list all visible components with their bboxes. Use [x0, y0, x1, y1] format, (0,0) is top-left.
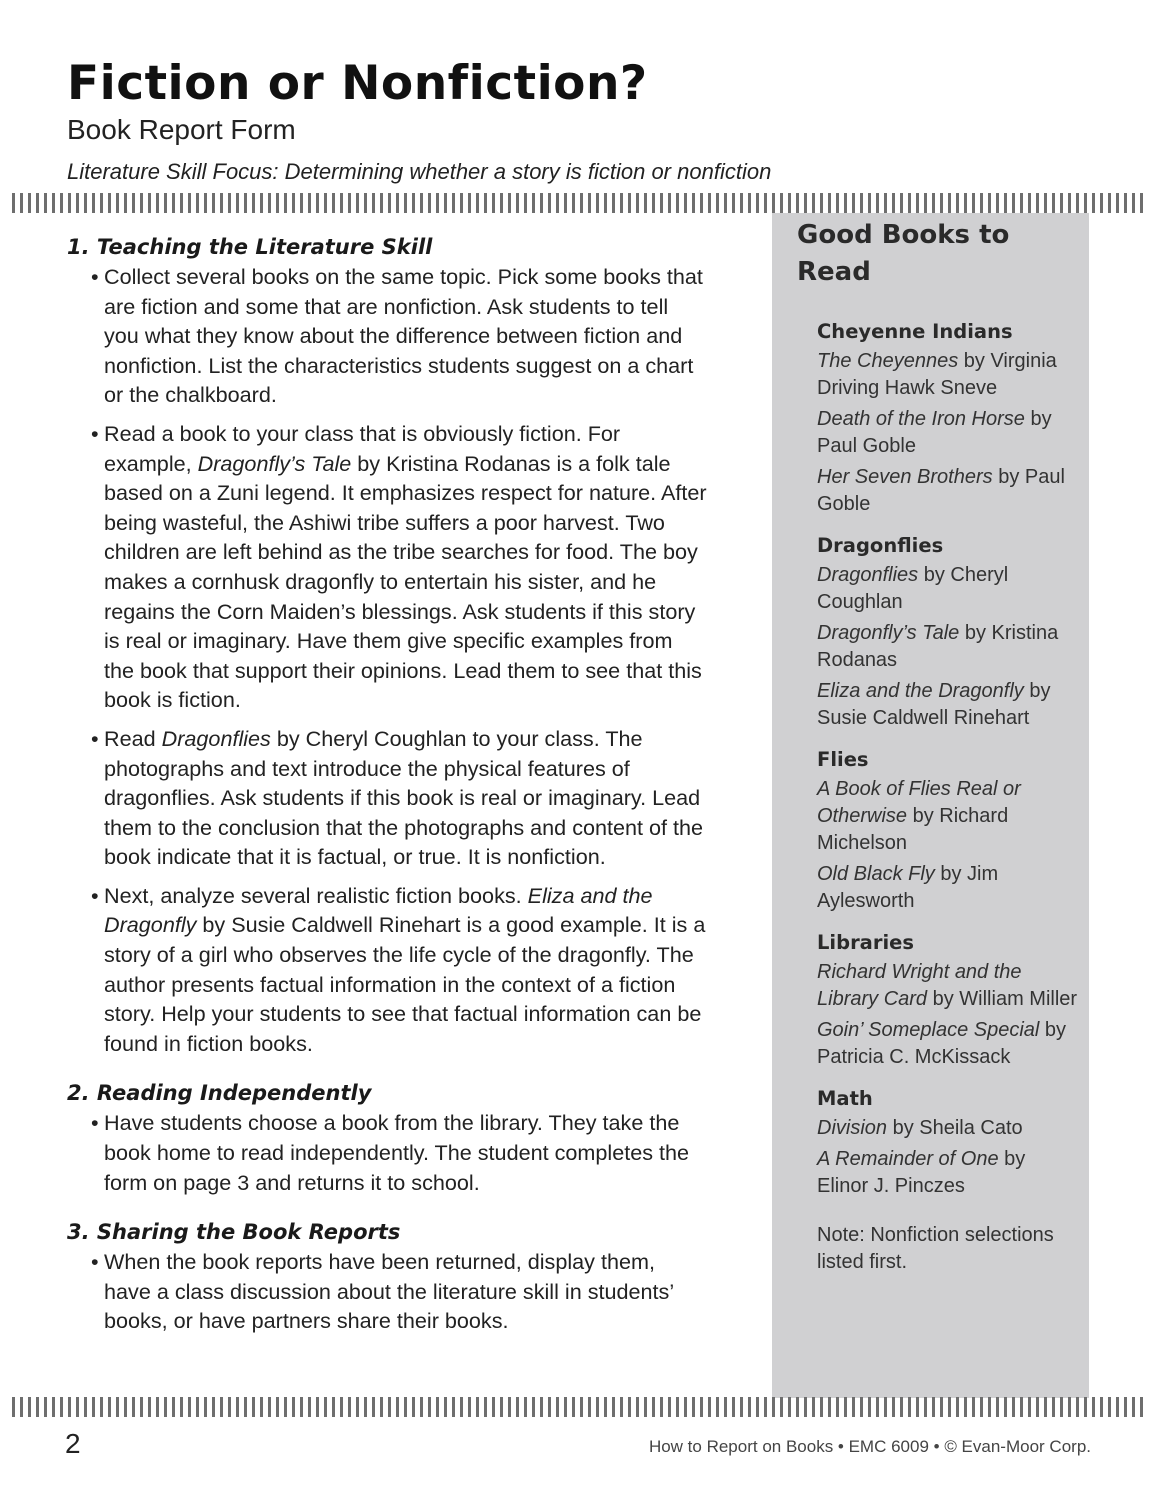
book-author: by Susie Caldwell Rinehart [817, 680, 1051, 729]
paragraph-text: by Kristina Rodanas is a folk tale based on a Zuni legend. It emphasizes respect for nature. After being wasteful, the Ashiwi tribe suffers a poor harvest. Two children are left behind as the tribe searches for food. The boy makes a cornhusk dragonfly to entertain his sister, and he regains the Corn Maiden’s blessings. Ask students if this story is real or imaginary. Have them give specific examples from the book that support their opinions. Lead them to see that this book is fiction. [104, 450, 707, 713]
bottom-tick-divider [12, 1397, 1144, 1417]
book-title: Division [817, 1117, 888, 1139]
bullet-paragraph [67, 262, 707, 410]
paragraph-text: Have students choose a book from the library. They take the book home to read independently. The student completes the form on page 3 and returns it to school. [104, 1110, 690, 1195]
book-title: Death of the Iron Horse [817, 408, 1025, 430]
section-heading: 2. Reading Independently [67, 1081, 372, 1106]
bullet-paragraph [67, 1247, 707, 1336]
bullet-dot: • [91, 264, 99, 289]
book-topic [817, 1085, 1079, 1200]
book-author: by Patricia C. McKissack [817, 1019, 1067, 1068]
book-author: by Kristina Rodanas [817, 622, 1059, 671]
book-author: by Paul Goble [817, 408, 1052, 457]
topic-name: Math [817, 1087, 873, 1110]
topic-name: Libraries [817, 931, 914, 954]
bullet-paragraph [67, 419, 707, 715]
section [67, 1078, 707, 1197]
book-topic [817, 929, 1079, 1071]
book-author: by William Miller [932, 988, 1078, 1010]
book-title: Richard Wright and the Library Card [817, 961, 1022, 1010]
book-title-text: Eliza and the Dragonfly [104, 882, 653, 938]
book-entry [817, 464, 1079, 518]
bullet-paragraph [67, 881, 707, 1059]
sidebar-book-list [817, 318, 1079, 1276]
good-books-sidebar [772, 213, 1089, 1398]
book-author: by Elinor J. Pinczes [817, 1148, 1026, 1197]
book-author: by Cheryl Coughlan [817, 564, 1009, 613]
bullet-paragraph [67, 724, 707, 872]
book-title: The Cheyennes [817, 350, 959, 372]
book-topic [817, 318, 1079, 518]
book-title: Her Seven Brothers [817, 466, 993, 488]
book-title: A Book of Flies Real or Otherwise [817, 778, 1021, 827]
book-topic [817, 746, 1079, 915]
footer-credit: How to Report on Books • EMC 6009 • © Evan-Moor Corp. [648, 1437, 1091, 1456]
book-entry [817, 861, 1079, 915]
page-number: 2 [65, 1428, 81, 1459]
bullet-dot: • [91, 882, 99, 908]
bullet-paragraph [67, 1108, 707, 1197]
book-entry [817, 1146, 1079, 1200]
book-topic [817, 532, 1079, 732]
paragraph-text: Read [104, 725, 162, 751]
book-entry [817, 959, 1079, 1013]
paragraph-text: by Susie Caldwell Rinehart is a good example. It is a story of a girl who observes the life cycle of the dragonfly. The author presents factual information in the context of a fiction story. Help your students to see that factual information can be found in fiction books. [104, 912, 706, 1056]
bullet-dot: • [91, 1110, 99, 1136]
book-entry [817, 620, 1079, 674]
book-entry [817, 562, 1079, 616]
book-title: Dragonflies [817, 564, 919, 586]
book-entry [817, 776, 1079, 857]
skill-focus: Literature Skill Focus: Determining whether a story is fiction or nonfiction [67, 159, 772, 184]
top-tick-divider [12, 193, 1144, 213]
section [67, 232, 707, 1058]
topic-name: Flies [817, 748, 869, 771]
book-title: A Remainder of One [817, 1148, 999, 1170]
page-title: Fiction or Nonfiction? [67, 56, 648, 111]
book-author: by Richard Michelson [817, 805, 1009, 854]
book-entry [817, 678, 1079, 732]
topic-name: Cheyenne Indians [817, 320, 1013, 343]
book-title: Dragonfly’s Tale [817, 622, 960, 644]
book-author: by Sheila Cato [892, 1117, 1023, 1139]
section [67, 1217, 707, 1336]
book-title-text: Dragonfly’s Tale [197, 450, 352, 476]
book-title: Old Black Fly [817, 863, 935, 885]
bullet-dot: • [91, 725, 99, 751]
page-subtitle: Book Report Form [67, 114, 296, 145]
book-author: by Paul Goble [817, 466, 1065, 515]
paragraph-text: Next, analyze several realistic fiction books. [104, 882, 528, 908]
book-title: Goin’ Someplace Special [817, 1019, 1040, 1041]
sidebar-title: Good Books to Read [797, 220, 1010, 287]
book-author: by Jim Aylesworth [817, 863, 999, 912]
bullet-dot: • [91, 1249, 99, 1275]
paragraph-text: by Cheryl Coughlan to your class. The photographs and text introduce the physical features of dragonflies. Ask students if this book is real or imaginary. Lead them to the conclusion that the photographs and content of the book indicate that it is factual, or true. It is nonfiction. [104, 725, 704, 870]
book-author: by Virginia Driving Hawk Sneve [817, 350, 1057, 399]
main-content [67, 232, 707, 1345]
book-entry [817, 1115, 1079, 1142]
sidebar-note: Note: Nonfiction selections listed first. [817, 1224, 1054, 1273]
book-entry [817, 406, 1079, 460]
paragraph-text: Read a book to your class that is obviously fiction. For example, [104, 420, 621, 476]
book-entry [817, 1017, 1079, 1071]
topic-name: Dragonflies [817, 534, 944, 557]
book-title-text: Dragonflies [161, 725, 271, 751]
book-title: Eliza and the Dragonfly [817, 680, 1024, 702]
paragraph-text: Collect several books on the same topic. Pick some books that are fiction and some that are nonfiction. Ask students to tell you what they know about the difference between fiction and nonfiction. List the characteristics students suggest on a chart or the chalkboard. [104, 264, 703, 408]
section-heading: 3. Sharing the Book Reports [67, 1220, 401, 1245]
bullet-dot: • [91, 420, 99, 446]
book-entry [817, 348, 1079, 402]
paragraph-text: When the book reports have been returned, display them, have a class discussion about the literature skill in students’ books, or have partners share their books. [104, 1249, 674, 1334]
section-heading: 1. Teaching the Literature Skill [67, 235, 433, 259]
